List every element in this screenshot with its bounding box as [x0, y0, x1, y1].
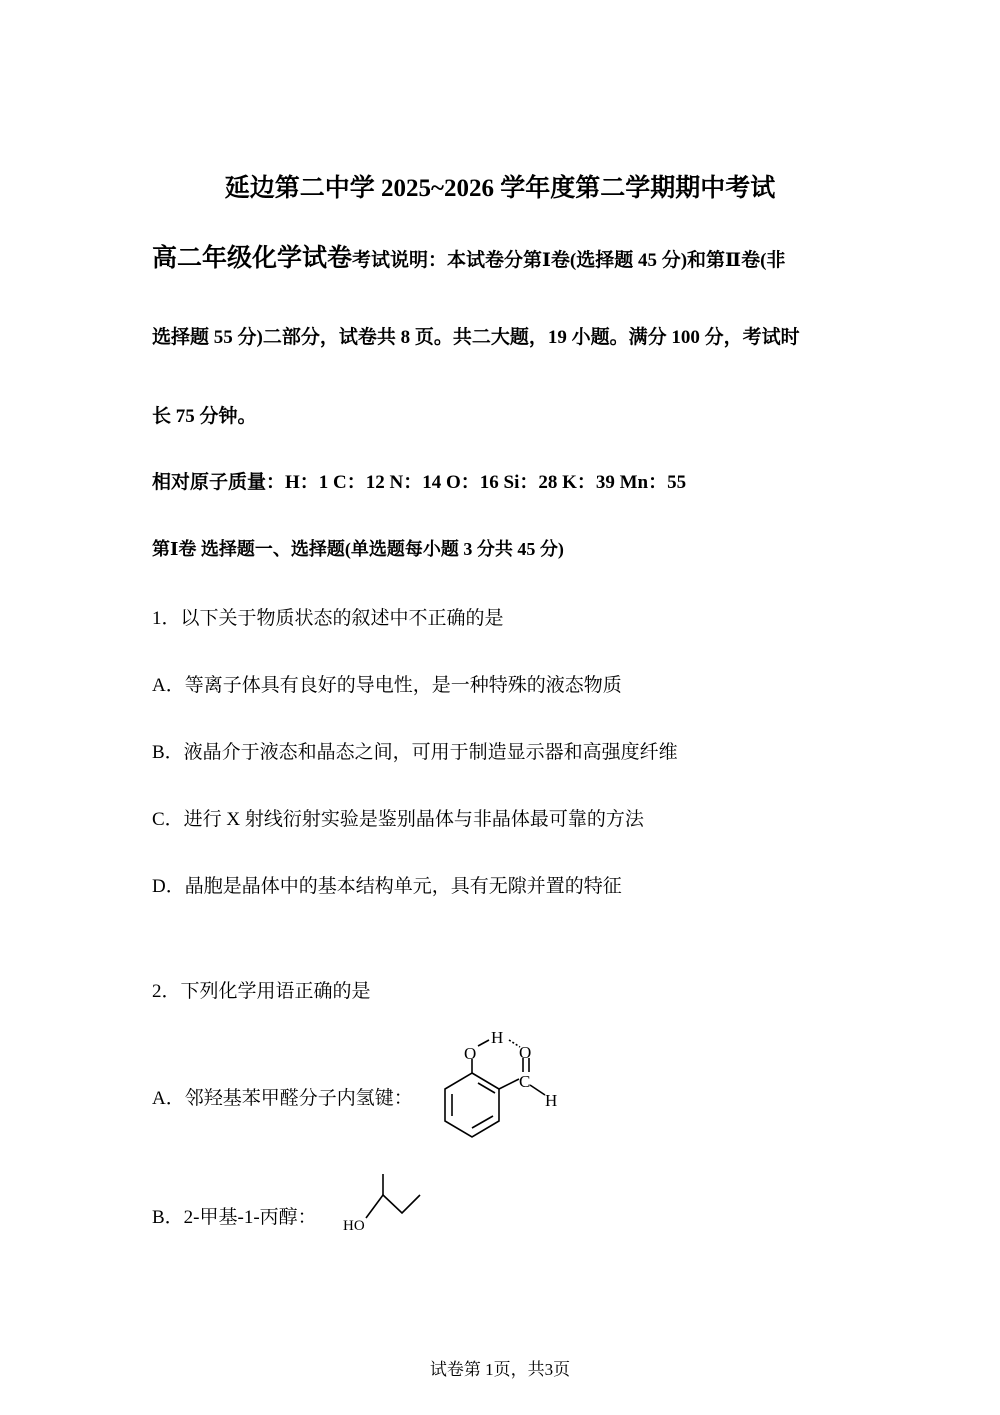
structure-a-c: C — [519, 1072, 531, 1091]
exam-subtitle: 高二年级化学试卷 — [152, 245, 353, 272]
section-heading: 第Ⅰ卷 选择题一、选择题(单选题每小题 3 分共 45 分) — [152, 539, 564, 559]
question-1-option-b: B．液晶介于液态和晶态之间，可用于制造显示器和高强度纤维 — [152, 742, 678, 763]
question-2-option-b: B．2-甲基-1-丙醇： — [152, 1207, 317, 1228]
question-2-stem: 2．下列化学用语正确的是 — [152, 981, 371, 1002]
question-1-option-a: A．等离子体具有良好的导电性，是一种特殊的液态物质 — [152, 675, 622, 696]
question-1-option-c: C．进行 X 射线衍射实验是鉴别晶体与非晶体最可靠的方法 — [152, 809, 644, 830]
structure-b-ho: HO — [343, 1218, 365, 1234]
structure-a-o1: O — [464, 1044, 477, 1063]
structure-a-h1: H — [491, 1028, 504, 1047]
methylpropanol-structure — [338, 1168, 428, 1238]
instructions-part-1: 考试说明：本试卷分第Ⅰ卷(选择题 45 分)和第Ⅱ卷(非 — [352, 250, 786, 271]
header-line — [152, 238, 785, 274]
question-2-option-a: A．邻羟基苯甲醛分子内氢键： — [152, 1088, 413, 1109]
instructions-part-2: 选择题 55 分)二部分，试卷共 8 页。共二大题，19 小题。满分 100 分，考试时 — [152, 327, 800, 348]
atomic-masses: 相对原子质量：H：1 C：12 N：14 O：16 Si：28 K：39 Mn：55 — [152, 472, 687, 493]
question-1-option-d: D．晶胞是晶体中的基本结构单元，具有无隙并置的特征 — [152, 876, 622, 897]
question-1-stem: 1．以下关于物质状态的叙述中不正确的是 — [152, 608, 504, 629]
structure-a-h2: H — [545, 1091, 558, 1110]
page-footer: 试卷第 1页，共3页 — [429, 1360, 571, 1379]
structure-a-o2: O — [519, 1043, 532, 1062]
instructions-part-3: 长 75 分钟。 — [152, 406, 257, 427]
salicylaldehyde-structure — [430, 1020, 580, 1150]
exam-title: 延边第二中学 2025~2026 学年度第二学期期中考试 — [224, 175, 776, 202]
